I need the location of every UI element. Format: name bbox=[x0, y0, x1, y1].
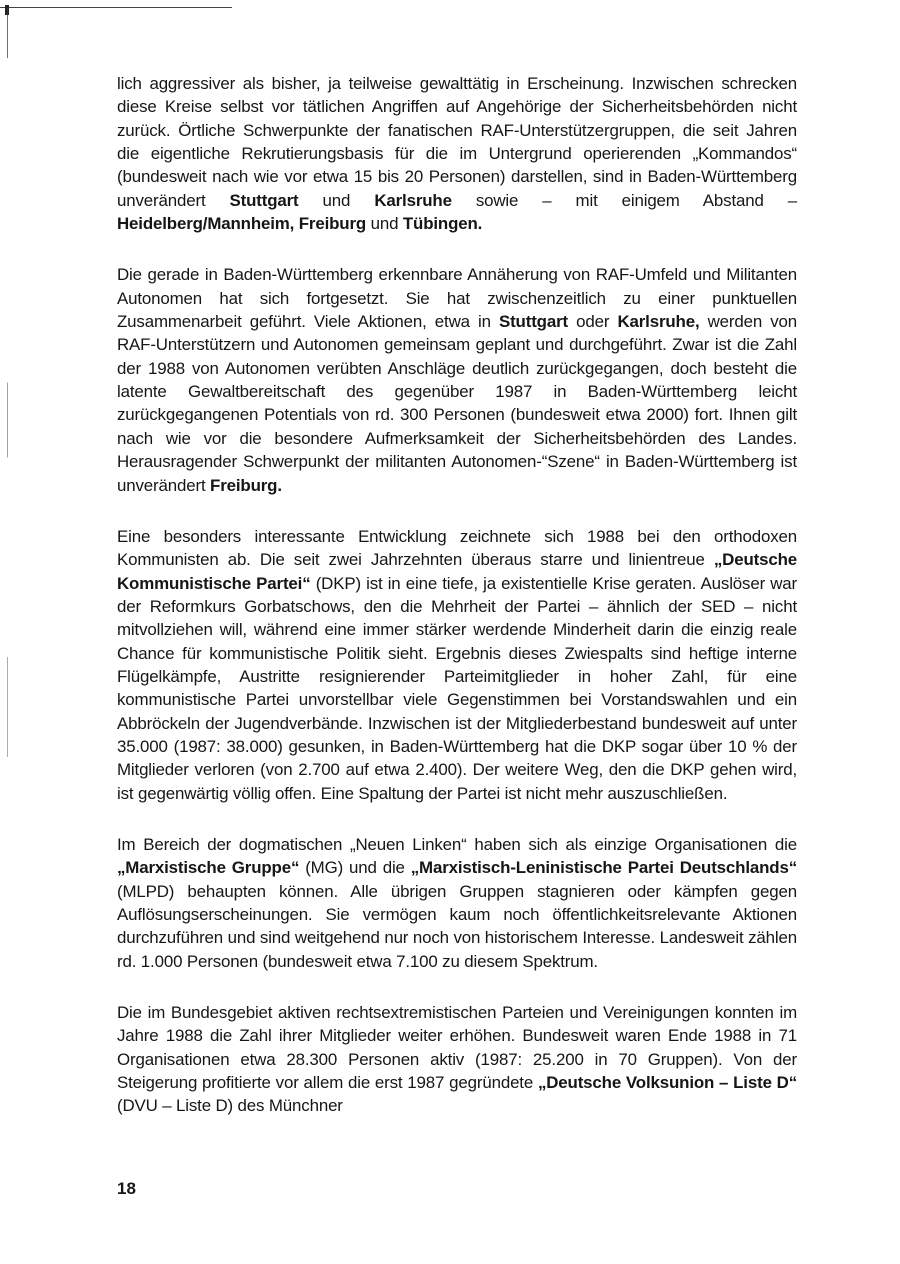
text-run: Die gerade in Baden-Württemberg erkennbare Annäherung von RAF-Umfeld und Militanten Autonomen hat sich fortgesetzt. Sie hat zwischenzeitlich zu einer punktuellen Zusammenarbeit geführt. Viele Aktionen, etwa in bbox=[117, 265, 797, 332]
text-run: (DKP) ist in eine tiefe, ja existentielle Krise geraten. Auslöser war der Reformkurs Gorbatschows, den die Mehrheit der Partei – ähnlich der SED – nicht mitvollziehen will, während eine immer stärker werdende Minderheit darin die einzig reale Chance für kommunistische Politik sieht. Ergebnis dieses Zwiespalts sind heftige interne Flügelkämpfe, Austritte resignierender Parteimitglieder in hoher Zahl, für eine kommunistische Partei unvorstellbar viele Gegenstimmen bei Vorstandswahlen und ein Abbröckeln der Jugendverbände. Inzwischen ist der Mitgliederbestand bundesweit auf unter 35.000 (1987: 38.000) gesunken, in Baden-Württemberg hat die DKP sogar über 10 % der Mitglieder verloren (von 2.700 auf etwa 2.400). Der weitere Weg, den die DKP gehen wird, ist gegenwärtig völlig offen. Eine Spaltung der Partei ist nicht mehr auszuschließen. bbox=[117, 573, 797, 803]
body-text bbox=[117, 72, 797, 1146]
text-run: sowie – mit einigem Abstand – bbox=[451, 190, 797, 210]
emphasis-text: Freiburg. bbox=[210, 475, 282, 495]
text-run: Im Bereich der dogmatischen „Neuen Linken“ haben sich als einzige Organisationen die bbox=[117, 834, 797, 854]
paragraph-right-extremists bbox=[117, 1001, 797, 1118]
paragraph-autonomists bbox=[117, 263, 797, 496]
text-run: (DVU – Liste D) des Münchner bbox=[117, 1096, 343, 1116]
emphasis-text: Karlsruhe, bbox=[617, 312, 700, 332]
text-run: lich aggressiver als bisher, ja teilweise gewalttätig in Erscheinung. Inzwischen schrecken diese Kreise selbst vor tätlichen Angriffen auf Angehörige der Sicherheitsbehörden nicht zurück. Örtliche Schwerpunkte der fanatischen RAF-Unterstützergruppen, die seit Jahren die eigentliche Rekrutierungsbasis für die im Untergrund operierenden „Kommandos“ (bundesweit nach wie vor etwa 15 bis 20 Personen) darstellen, sind in Baden-Württemberg unverändert bbox=[117, 74, 797, 210]
emphasis-text: Heidelberg/Mannheim, Freiburg bbox=[117, 214, 367, 234]
text-run: Die im Bundesgebiet aktiven rechtsextremistischen Parteien und Vereinigungen konnten im Jahre 1988 die Zahl ihrer Mitglieder weiter erhöhen. Bundesweit waren Ende 1988 in 71 Organisationen etwa 28.300 Personen aktiv (1987: 25.200 in 70 Gruppen). Von der Steigerung profitierte vor allem die erst 1987 gegründete bbox=[117, 1003, 797, 1093]
paragraph-raf-supporters bbox=[117, 72, 797, 235]
text-run: (MG) und die bbox=[299, 858, 411, 878]
emphasis-text: Stuttgart bbox=[498, 312, 568, 332]
emphasis-text: „Marxistische Gruppe“ bbox=[117, 858, 300, 878]
text-run: werden von RAF-Unterstützern und Autonomen gemeinsam geplant und durchgeführt. Zwar ist die Zahl der 1988 von Autonomen verübten Anschläge deutlich zurückgegangen, doch besteht die latente Gewaltbereitschaft des gegenüber 1987 in Baden-Württemberg leicht zurückgegangenen Potentials von rd. 300 Personen (bundesweit etwa 2000) fort. Ihnen gilt nach wie vor die besondere Aufmerksamkeit der Sicherheitsbehörden des Landes. Herausragender Schwerpunkt der militanten Autonomen-“Szene“ in Baden-Württemberg ist unverändert bbox=[117, 312, 797, 495]
text-run: (MLPD) behaupten können. Alle übrigen Gruppen stagnieren oder kämpfen gegen Auflösungserscheinungen. Sie vermögen kaum noch öffentlichkeitsrelevante Aktionen durchzuführen und sind weitgehend nur noch von historischem Interesse. Landesweit zählen rd. 1.000 Personen (bundesweit etwa 7.100 zu diesem Spektrum. bbox=[117, 881, 797, 971]
paragraph-new-left bbox=[117, 833, 797, 973]
emphasis-text: „Deutsche Volksunion – Liste D“ bbox=[537, 1073, 797, 1093]
scan-border-left bbox=[7, 8, 8, 1256]
scan-border-top bbox=[0, 7, 232, 8]
emphasis-text: Stuttgart bbox=[229, 190, 299, 210]
emphasis-text: „Marxistisch-Leninistische Partei Deutschlands“ bbox=[410, 858, 798, 878]
text-run: und bbox=[298, 190, 375, 210]
paragraph-dkp bbox=[117, 525, 797, 805]
text-run: oder bbox=[568, 312, 618, 332]
page-number: 18 bbox=[117, 1179, 136, 1198]
emphasis-text: Tübingen. bbox=[402, 214, 483, 234]
text-run: Eine besonders interessante Entwicklung zeichnete sich 1988 bei den orthodoxen Kommunisten ab. Die seit zwei Jahrzehnten überaus starre und linientreue bbox=[117, 526, 797, 570]
emphasis-text: „Deutsche Kommunistische Partei“ bbox=[117, 550, 797, 593]
text-run: und bbox=[366, 214, 403, 234]
emphasis-text: Karlsruhe bbox=[374, 190, 452, 210]
